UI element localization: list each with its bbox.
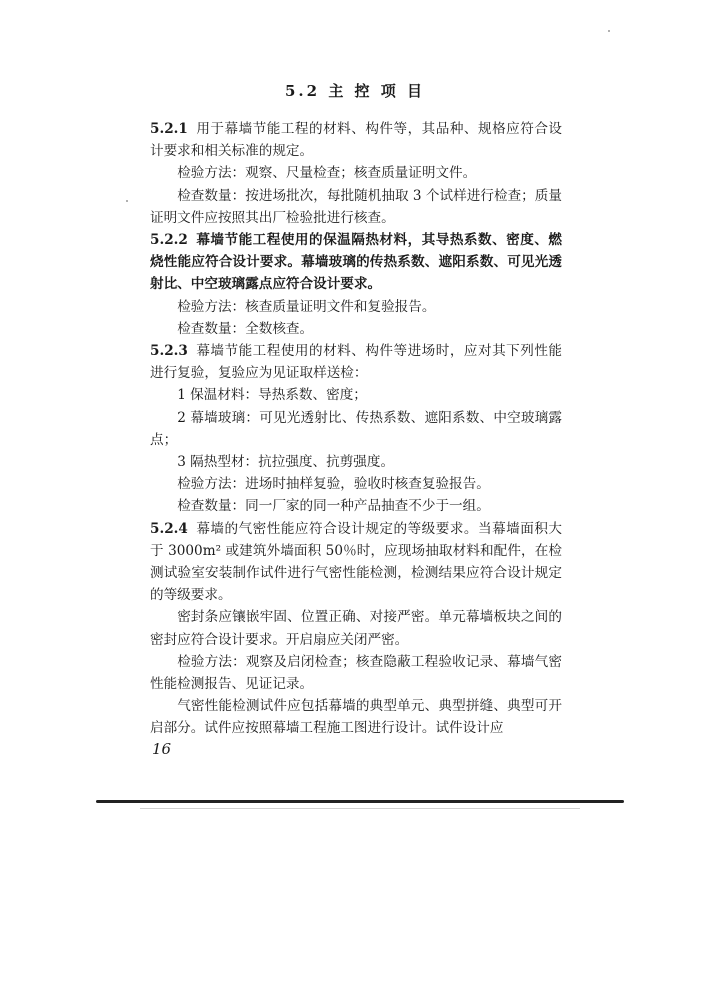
bottom-rule <box>96 800 624 803</box>
body-paragraph <box>150 451 562 473</box>
paragraph-text: 检验方法：观察及启闭检查；核查隐蔽工程验收记录、幕墙气密性能检测报告、见证记录。 <box>150 653 562 693</box>
body-paragraph <box>150 185 562 229</box>
clause-number: 5.2.2 <box>150 232 188 249</box>
paragraph-text: 检验方法：观察、尺量检查；核查质量证明文件。 <box>177 165 477 182</box>
body-paragraph <box>150 407 562 451</box>
body-paragraph <box>150 296 562 318</box>
paragraph-text: 幕墙节能工程使用的保温隔热材料，其导热系数、密度、燃烧性能应符合设计要求。幕墙玻璃的传热系数、遮阳系数、可见光透射比、中空玻璃露点应符合设计要求。 <box>150 232 562 293</box>
body-paragraph <box>150 495 562 517</box>
clause-number: 5.2.1 <box>150 121 188 137</box>
paragraph-text: 1 保温材料：导热系数、密度； <box>177 387 367 404</box>
body-paragraph <box>150 473 562 495</box>
page-number: 16 <box>152 740 172 758</box>
bottom-rule-shadow <box>140 808 580 809</box>
clause-paragraph <box>150 118 562 162</box>
paragraph-text: 密封条应镶嵌牢固、位置正确、对接严密。单元幕墙板块之间的密封应符合设计要求。开启扇应关闭严密。 <box>150 609 562 648</box>
body-paragraph <box>150 384 562 406</box>
paragraph-text: 检验方法：进场时抽样复验，验收时核查复验报告。 <box>177 476 490 493</box>
clause-number: 5.2.3 <box>150 343 188 360</box>
paragraph-text: 幕墙的气密性能应符合设计规定的等级要求。当幕墙面积大于 3000m² 或建筑外墙面积 50％时，应现场抽取材料和配件，在检测试验室安装制作试件进行气密性能检测，检测结果应符合设计规定的等级要求。 <box>150 520 562 604</box>
paragraph-text: 气密性能检测试件应包括幕墙的典型单元、典型拼缝、典型可开启部分。试件应按照幕墙工程施工图进行设计。试件设计应 <box>150 698 562 737</box>
body-paragraph <box>150 651 562 695</box>
clause-paragraph <box>150 518 562 607</box>
scan-speck <box>608 30 610 32</box>
paragraph-text: 检查数量：同一厂家的同一种产品抽查不少于一组。 <box>177 498 490 515</box>
paragraph-text: 检查数量：按进场批次，每批随机抽取 3 个试样进行检查；质量证明文件应按照其出厂检验批进行核查。 <box>150 187 562 226</box>
paragraph-text: 幕墙节能工程使用的材料、构件等进场时，应对其下列性能进行复验，复验应为见证取样送检： <box>150 343 562 382</box>
clause-paragraph <box>150 340 562 384</box>
clause-paragraph <box>150 229 562 296</box>
document-body <box>150 118 562 740</box>
body-paragraph <box>150 606 562 650</box>
paragraph-text: 检查数量：全数核查。 <box>177 320 314 337</box>
section-title: 5.2 主 控 项 目 <box>285 82 425 100</box>
paragraph-text: 检验方法：核查质量证明文件和复验报告。 <box>177 298 436 315</box>
paragraph-text: 3 隔热型材：抗拉强度、抗剪强度。 <box>177 454 395 471</box>
body-paragraph <box>150 695 562 739</box>
body-paragraph <box>150 318 562 340</box>
scan-speck <box>126 200 128 202</box>
body-paragraph <box>150 162 562 184</box>
paragraph-text: 2 幕墙玻璃：可见光透射比、传热系数、遮阳系数、中空玻璃露点； <box>150 409 562 448</box>
paragraph-text: 用于幕墙节能工程的材料、构件等，其品种、规格应符合设计要求和相关标准的规定。 <box>150 121 562 160</box>
clause-number: 5.2.4 <box>150 520 188 537</box>
